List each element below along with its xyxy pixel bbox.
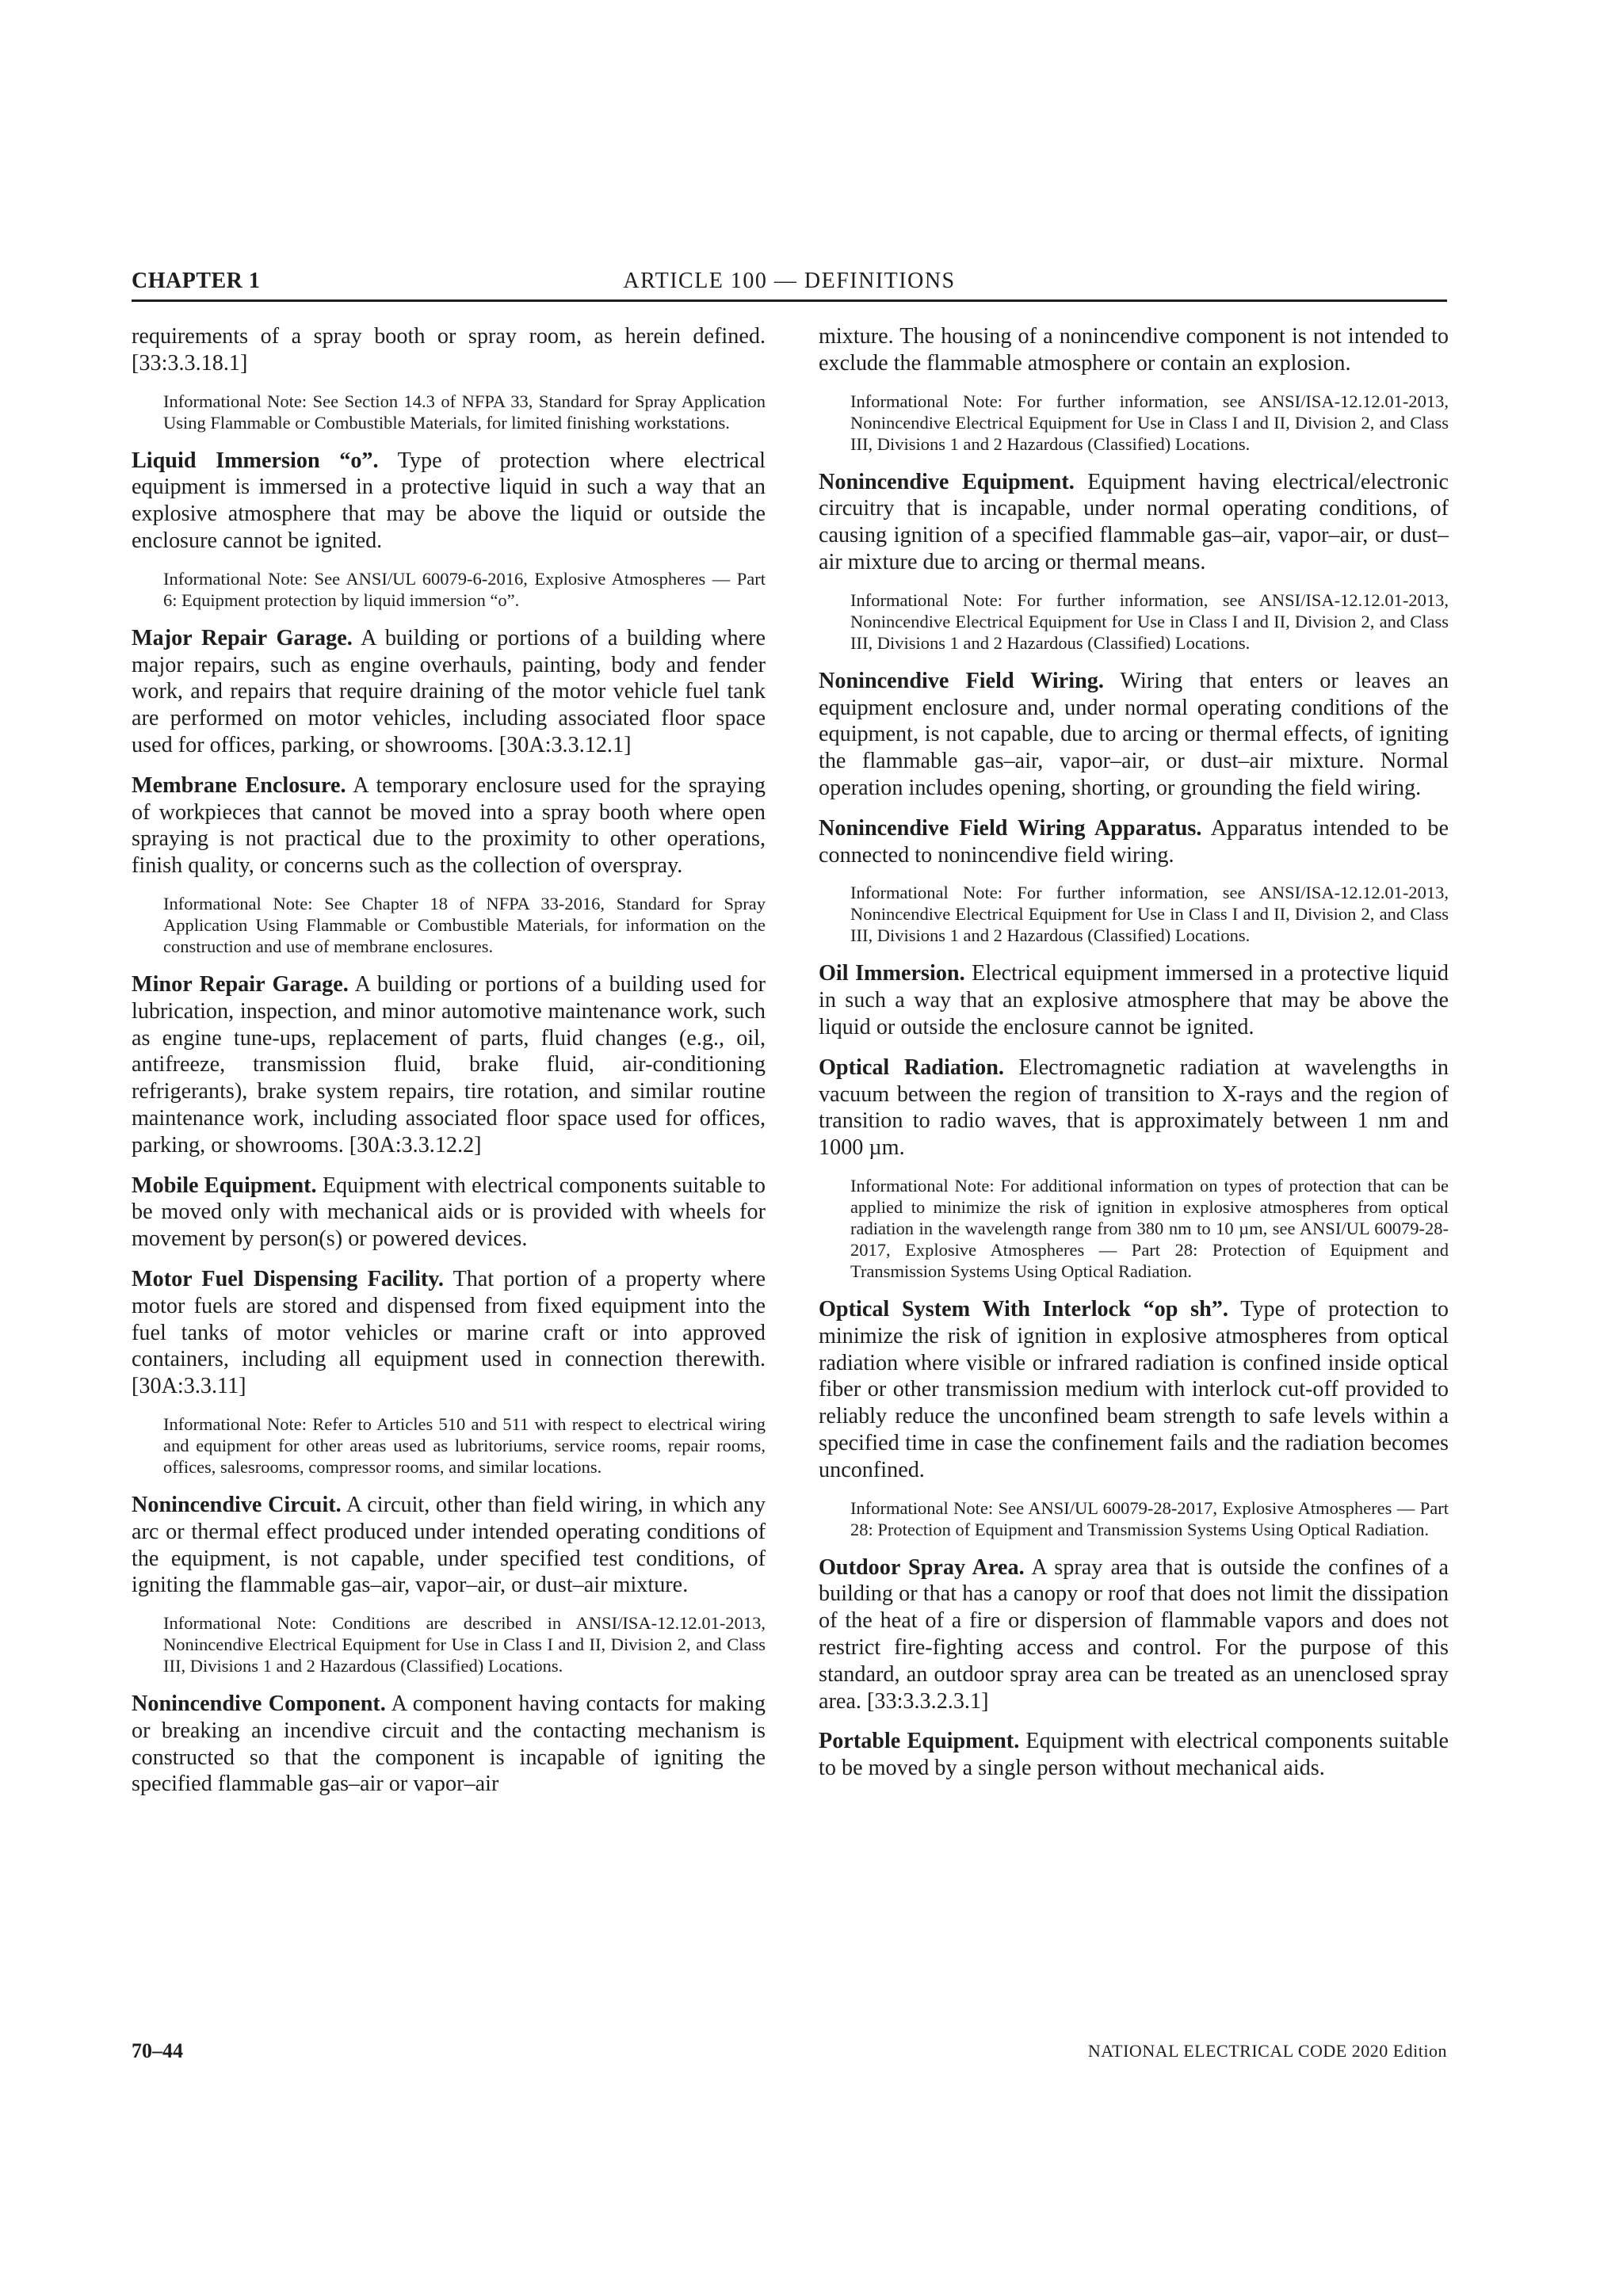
definition-text: Equipment having electrical/electronic circuitry that is incapable, under normal operating conditions, of causing ignition of a specified flammable gas–air, vapor–air, or dust–air mixture due to arcing or thermal means. <box>819 469 1449 574</box>
definition-entry <box>132 448 766 555</box>
definition-entry <box>132 1691 766 1798</box>
informational-note: Informational Note: For additional information on types of protection that can be applied to minimize the risk of ignition in explosive atmospheres from optical radiation in the wavelength range from 380 nm to 10 µm, see ANSI/UL 60079-28-2017, Explosive Atmospheres — Part 28: Protection of Equipment and Transmission Systems Using Optical Radiation. <box>850 1175 1449 1281</box>
definition-text: A building or portions of a building where major repairs, such as engine overhauls, painting, body and fender work, and repairs that require draining of the motor vehicle fuel tank are performed on motor vehicles, including associated floor space used for offices, parking, or showrooms. [30A:3.3.12.1] <box>132 625 766 757</box>
page-header <box>132 269 1447 300</box>
definition-term: Outdoor Spray Area. <box>819 1554 1025 1580</box>
definition-term: Major Repair Garage. <box>132 625 353 650</box>
definition-entry <box>132 1266 766 1400</box>
informational-note: Informational Note: For further information, see ANSI/ISA-12.12.01-2013, Nonincendive Electrical Equipment for Use in Class I and II, Division 2, and Class III, Divisions 1 and 2 Hazardous (Classified) Locations. <box>850 589 1449 653</box>
edition-label: NATIONAL ELECTRICAL CODE 2020 Edition <box>1087 2041 1447 2061</box>
definition-text: Type of protection to minimize the risk of ignition in explosive atmospheres from optical radiation where visible or infrared radiation is confined inside optical fiber or other transmission medium with interlock cut-off provided to reliably reduce the unconfined beam strength to safe levels within a specified time in case the confinement fails and the radiation becomes unconfined. <box>819 1296 1449 1482</box>
definition-entry <box>819 960 1449 1040</box>
informational-note: Informational Note: Conditions are described in ANSI/ISA-12.12.01-2013, Nonincendive Electrical Equipment for Use in Class I and II, Division 2, and Class III, Divisions 1 and 2 Hazardous (Classified) Locations. <box>163 1613 766 1676</box>
definition-text: Type of protection where electrical equipment is immersed in a protective liquid in such a way that an explosive atmosphere that may be above the liquid or outside the enclosure cannot be ignited. <box>132 448 766 553</box>
left-column <box>132 323 766 1811</box>
definition-entry <box>819 1554 1449 1715</box>
continued-text: requirements of a spray booth or spray room, as herein defined. [33:3.3.18.1] <box>132 324 766 376</box>
definition-term: Oil Immersion. <box>819 961 965 986</box>
definition-text: Apparatus intended to be connected to nonincendive field wiring. <box>819 815 1449 868</box>
definition-text: Wiring that enters or leaves an equipment enclosure and, under normal operating conditions of the equipment, is not capable, due to arcing or thermal effects, of igniting the flammable gas–air, vapor–air, or dust–air mixture. Normal operation includes opening, shorting, or grounding the field wiring. <box>819 668 1449 800</box>
informational-note: Informational Note: For further information, see ANSI/ISA-12.12.01-2013, Nonincendive Electrical Equipment for Use in Class I and II, Division 2, and Class III, Divisions 1 and 2 Hazardous (Classified) Locations. <box>850 883 1449 946</box>
definition-text: Electromagnetic radiation at wavelengths in vacuum between the region of transition to X-rays and the region of transition to radio waves, that is approximately between 1 nm and 1000 µm. <box>819 1055 1449 1161</box>
definition-term: Minor Repair Garage. <box>132 971 349 997</box>
definition-term: Optical Radiation. <box>819 1055 1004 1080</box>
definition-term: Nonincendive Field Wiring. <box>819 668 1104 693</box>
right-column <box>819 323 1449 1795</box>
definition-entry <box>132 971 766 1159</box>
definition-term: Motor Fuel Dispensing Facility. <box>132 1266 444 1291</box>
definition-term: Membrane Enclosure. <box>132 772 346 798</box>
definition-entry <box>132 625 766 759</box>
definition-term: Mobile Equipment. <box>132 1173 317 1198</box>
definition-term: Portable Equipment. <box>819 1729 1020 1754</box>
definition-term: Liquid Immersion “o”. <box>132 448 379 473</box>
definition-term: Optical System With Interlock “op sh”. <box>819 1296 1228 1322</box>
definition-term: Nonincendive Equipment. <box>819 469 1075 494</box>
informational-note: Informational Note: Refer to Articles 510 and 511 with respect to electrical wiring and equipment for other areas used as lubritoriums, service rooms, repair rooms, offices, salesrooms, compressor rooms, and similar locations. <box>163 1413 766 1477</box>
definition-entry <box>132 1492 766 1599</box>
informational-note: Informational Note: See ANSI/UL 60079-6-2016, Explosive Atmospheres — Part 6: Equipment protection by liquid immersion “o”. <box>163 568 766 610</box>
informational-note: Informational Note: See Chapter 18 of NFPA 33-2016, Standard for Spray Application Using Flammable or Combustible Materials, for information on the construction and use of membrane enclosures. <box>163 893 766 956</box>
informational-note: Informational Note: See Section 14.3 of NFPA 33, Standard for Spray Application Using Flammable or Combustible Materials, for limited finishing workstations. <box>163 391 766 433</box>
definition-term: Nonincendive Circuit. <box>132 1492 342 1517</box>
definition-text: A component having contacts for making or breaking an incendive circuit and the contacting mechanism is constructed so that the component is incapable of igniting the specified flammable gas–air or vapor–air <box>132 1691 766 1797</box>
definition-term: Nonincendive Field Wiring Apparatus. <box>819 815 1202 841</box>
definition-text: Equipment with electrical components suitable to be moved only with mechanical aids or is provided with wheels for movement by person(s) or powered devices. <box>132 1173 766 1252</box>
page-number: 70–44 <box>132 2039 183 2062</box>
definition-text: Electrical equipment immersed in a protective liquid in such a way that an explosive atmosphere that may be above the liquid or outside the enclosure cannot be ignited. <box>819 961 1449 1039</box>
definition-entry <box>819 1728 1449 1782</box>
definition-entry <box>819 1296 1449 1484</box>
definition-text: A spray area that is outside the confines of a building or that has a canopy or roof that does not limit the dissipation of the heat of a fire or dispersion of flammable vapors and does not restrict fire-fighting access and control. For the purpose of this standard, an outdoor spray area can be treated as an unenclosed spray area. [33:3.3.2.3.1] <box>819 1554 1449 1714</box>
definition-text: A circuit, other than field wiring, in which any arc or thermal effect produced under intended operating conditions of the equipment, is not capable, under specified test conditions, of igniting the flammable gas–air, vapor–air, or dust–air mixture. <box>132 1492 766 1598</box>
header-rule <box>132 299 1447 302</box>
article-title: ARTICLE 100 — DEFINITIONS <box>623 269 956 293</box>
definition-term: Nonincendive Component. <box>132 1691 386 1717</box>
definition-text: That portion of a property where motor fuels are stored and dispensed from fixed equipment into the fuel tanks of motor vehicles or marine craft or into approved containers, including all equipment used in connection therewith. [30A:3.3.11] <box>132 1266 766 1399</box>
chapter-label: CHAPTER 1 <box>132 269 261 293</box>
definition-text: A temporary enclosure used for the spraying of workpieces that cannot be moved into a spray booth where open spraying is not practical due to the proximity to other operations, finish quality, or concerns such as the collection of overspray. <box>132 772 766 879</box>
definition-entry <box>819 1055 1449 1161</box>
definition-text: A building or portions of a building used for lubrication, inspection, and minor automotive maintenance work, such as engine tune-ups, replacement of parts, fluid changes (e.g., oil, antifreeze, transmission fluid, brake fluid, air-conditioning refrigerants), brake system repairs, tire rotation, and similar routine maintenance work, including associated floor space used for offices, parking, or showrooms. [30A:3.3.12.2] <box>132 971 766 1158</box>
definition-text: Equipment with electrical components suitable to be moved by a single person without mechanical aids. <box>819 1729 1449 1781</box>
definition-entry <box>819 815 1449 869</box>
definition-entry <box>132 772 766 879</box>
definition-entry <box>132 1173 766 1253</box>
informational-note: Informational Note: See ANSI/UL 60079-28-2017, Explosive Atmospheres — Part 28: Protection of Equipment and Transmission Systems Using Optical Radiation. <box>850 1497 1449 1539</box>
continued-text: mixture. The housing of a nonincendive component is not intended to exclude the flammable atmosphere or contain an explosion. <box>819 324 1449 376</box>
definition-entry <box>819 668 1449 802</box>
informational-note: Informational Note: For further information, see ANSI/ISA-12.12.01-2013, Nonincendive Electrical Equipment for Use in Class I and II, Division 2, and Class III, Divisions 1 and 2 Hazardous (Classified) Locations. <box>850 391 1449 454</box>
definition-entry <box>819 469 1449 576</box>
